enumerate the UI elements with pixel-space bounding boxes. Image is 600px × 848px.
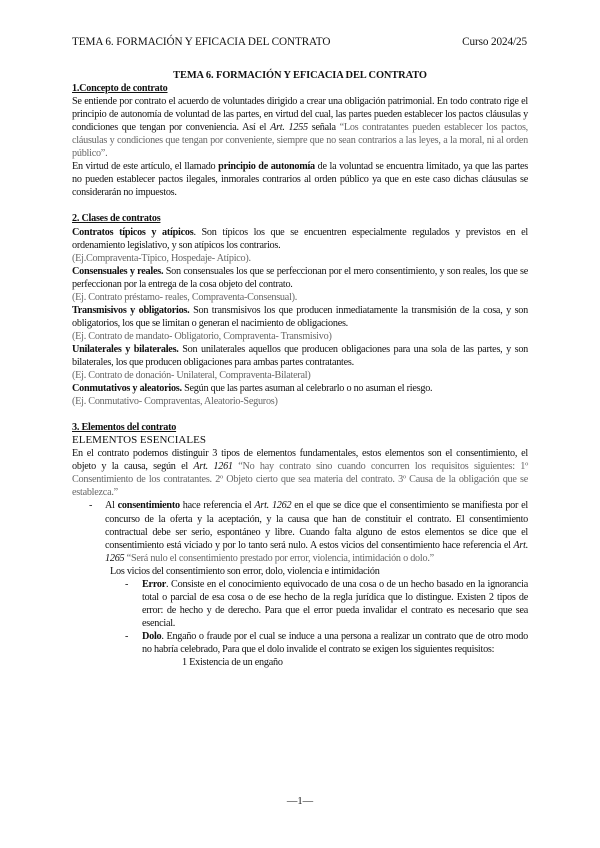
section-1-paragraph-1: Se entiende por contrato el acuerdo de voluntades dirigido a crear una obligación patrimonial. En todo contrato rige el principio de autonomía de voluntad de las partes, en virtud del cual, las partes pueden establecer los pactos cláusulas y condiciones que tengan por conveniencia. Así el Art. 1255 señala “Los contratantes pueden establecer los pactos, cláusulas y condiciones que tengan por conveniente, siempre que no sean contrarios a las leyes, a la moral, ni al orden público”. <box>72 96 528 160</box>
section-1-paragraph-2: En virtud de este artículo, el llamado principio de autonomía de la voluntad se encuentra limitado, ya que las partes no pueden establecer pactos ilegales, inmorales contrarios al orden público ya que en este caso dichas cláusulas se considerarán no impuestos. <box>72 161 529 199</box>
header-course: Curso 2024/25 <box>462 36 527 48</box>
class-transmissive-example: (Ej. Contrato de mandato- Obligatorio, Compraventa- Transmisivo) <box>72 330 332 342</box>
class-unilateral-example: (Ej. Contrato de donación- Unilateral, Compraventa-Bilateral) <box>72 370 311 382</box>
list-item-consent: - Al consentimiento hace referencia el Art. 1262 en el que se dice que el consentimiento se manifiesta por el concurso de la oferta y la aceptación, y la causa que han de constituir el contrato. El consentimiento contractual debe ser serio, espontáneo y libre. Cuando falta alguno de estos elementos se dice que el consentimiento está viciado y por lo tanto será nulo. A estos vicios del consentimiento hace referencia el Art. 1265 “Será nulo el consentimiento prestado por error, violencia, intimidación o dolo.” <box>89 500 528 564</box>
bullet-dash: - <box>89 500 93 512</box>
class-unilateral: Unilaterales y bilaterales. Son unilaterales aquellos que producen obligaciones para una sola de las partes, y son bilaterales, los que producen obligaciones para ambas partes contratantes. <box>72 343 529 368</box>
section-2-heading: 2. Clases de contratos <box>72 213 161 225</box>
requirement-1: 1 Existencia de un engaño <box>182 657 283 669</box>
class-typical-example: (Ej.Compraventa-Típico, Hospedaje- Atípico). <box>72 252 251 264</box>
class-typical: Contratos típicos y atípicos. Son típicos los que se encuentren especialmente regulados y previstos en el ordenamiento legislativo, y son atípicos los contrarios. <box>72 226 528 251</box>
class-consensual-example: (Ej. Contrato préstamo- reales, Compraventa-Consensual). <box>72 291 298 303</box>
section-3-heading: 3. Elementos del contrato <box>72 422 177 434</box>
class-commutative: Conmutativos y aleatorios. Según que las partes asuman al celebrarlo o no asuman el riesgo. <box>72 383 433 395</box>
section-3-paragraph-1: En el contrato podemos distinguir 3 tipos de elementos fundamentales, estos elementos son el consentimiento, el objeto y la causa, según el Art. 1261 “No hay contrato sino cuando concurren los requisitos siguientes: 1º Consentimiento de los contratantes. 2º Objeto cierto que sea materia del contrato. 3º Causa de la obligación que se establezca.” <box>72 448 528 499</box>
article-ref: Art. 1255 <box>270 122 308 134</box>
bullet-dash: - <box>125 578 129 590</box>
class-commutative-example: (Ej. Conmutativo- Compraventas, Aleatorio-Seguros) <box>72 396 278 408</box>
section-3-subheading: ELEMENTOS ESENCIALES <box>72 434 206 447</box>
bullet-dash: - <box>125 630 129 642</box>
document-title: TEMA 6. FORMACIÓN Y EFICACIA DEL CONTRATO <box>173 70 427 81</box>
class-consensual: Consensuales y reales. Son consensuales los que se perfeccionan por el mero consentimiento, y son reales, los que se perfeccionan por la entrega de la cosa objeto del contrato. <box>72 265 528 290</box>
page-header <box>72 36 527 48</box>
section-1-heading: 1.Concepto de contrato <box>72 83 168 95</box>
article-quote: “Los contratantes pueden establecer los pactos, cláusulas y condiciones que tengan por conveniente, siempre que no sean contrarios a las leyes, a la moral, ni al orden público”. <box>72 122 528 160</box>
document-body <box>72 69 528 669</box>
list-item-error: - Error. Consiste en el conocimiento equivocado de una cosa o de un hecho basado en la ignorancia total o parcial de esa cosa o de ese hecho de la regla jurídica que lo distingue. Existen 2 tipos de error: de hecho y de derecho. Para que el error pueda invalidar el contrato es necesario que sea esencial. <box>125 578 528 629</box>
vicios-line: Los vicios del consentimiento son error, dolo, violencia e intimidación <box>110 565 380 577</box>
class-transmissive: Transmisivos y obligatorios. Son transmisivos los que producen inmediatamente la transmisión de la cosa, y son obligatorios, los que se limitan o generan el nacimiento de obligaciones. <box>72 304 528 329</box>
page-number: —1— <box>286 796 314 807</box>
header-title: TEMA 6. FORMACIÓN Y EFICACIA DEL CONTRATO <box>72 36 331 48</box>
list-item-dolo: - Dolo. Engaño o fraude por el cual se induce a una persona a realizar un contrato que de otro modo no habría celebrado, Para que el dolo invalide el contrato se exigen los siguientes requisitos: <box>125 630 528 655</box>
